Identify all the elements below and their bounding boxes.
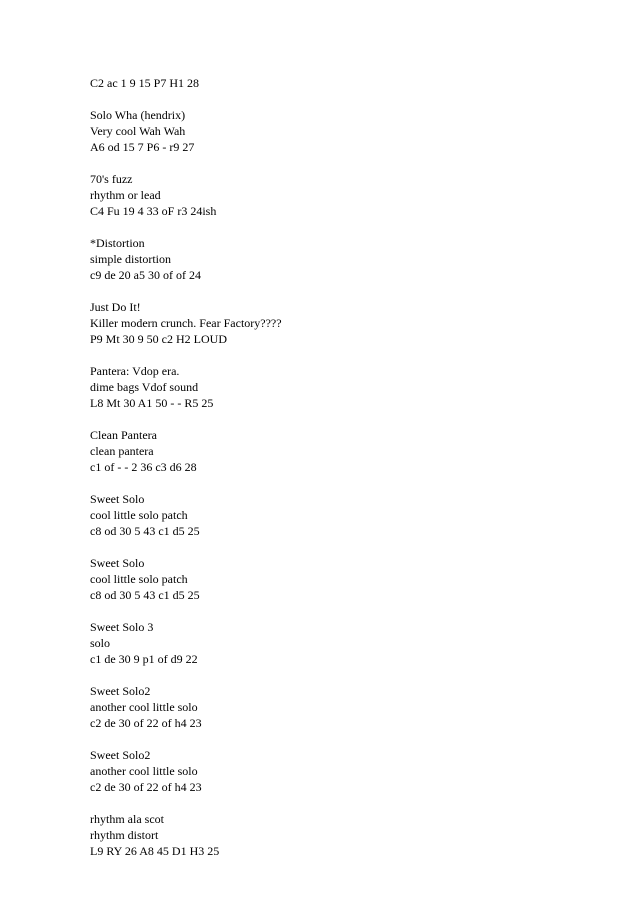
- patch-title: Sweet Solo2: [90, 684, 151, 698]
- patch-description: another cool little solo: [90, 700, 198, 714]
- patch-description: Very cool Wah Wah: [90, 124, 186, 138]
- patch-title: Sweet Solo2: [90, 748, 151, 762]
- patch-entry: [90, 555, 590, 603]
- patch-description: cool little solo patch: [90, 572, 188, 586]
- patch-entry: [90, 299, 590, 347]
- patch-title: Sweet Solo: [90, 492, 145, 506]
- patch-entry: [90, 427, 590, 475]
- patch-description: Killer modern crunch. Fear Factory????: [90, 316, 282, 330]
- patch-entry: [90, 235, 590, 283]
- patch-settings: L9 RY 26 A8 45 D1 H3 25: [90, 844, 220, 858]
- patch-description: simple distortion: [90, 252, 171, 266]
- patch-settings: c1 of - - 2 36 c3 d6 28: [90, 460, 197, 474]
- patch-title: Sweet Solo: [90, 556, 145, 570]
- patch-description: cool little solo patch: [90, 508, 188, 522]
- patch-settings: c2 de 30 of 22 of h4 23: [90, 716, 202, 730]
- patch-description: dime bags Vdof sound: [90, 380, 199, 394]
- patch-settings: c8 od 30 5 43 c1 d5 25: [90, 524, 200, 538]
- patch-description: rhythm distort: [90, 828, 159, 842]
- patch-settings: c1 de 30 9 p1 of d9 22: [90, 652, 198, 666]
- patch-entry: [90, 491, 590, 539]
- patch-description: solo: [90, 636, 111, 650]
- patch-settings: c2 de 30 of 22 of h4 23: [90, 780, 202, 794]
- patch-entry: [90, 811, 590, 859]
- patch-settings: A6 od 15 7 P6 - r9 27: [90, 140, 195, 154]
- patch-title: Solo Wha (hendrix): [90, 108, 186, 122]
- patch-settings: C4 Fu 19 4 33 oF r3 24ish: [90, 204, 217, 218]
- document-page: [90, 75, 590, 875]
- patch-description: another cool little solo: [90, 764, 198, 778]
- patch-title: Sweet Solo 3: [90, 620, 154, 634]
- patch-settings: c9 de 20 a5 30 of of 24: [90, 268, 201, 282]
- patch-description: clean pantera: [90, 444, 154, 458]
- patch-settings: P9 Mt 30 9 50 c2 H2 LOUD: [90, 332, 227, 346]
- patch-title: Just Do It!: [90, 300, 141, 314]
- patch-entry: [90, 171, 590, 219]
- patch-entry: [90, 363, 590, 411]
- patch-entry: [90, 107, 590, 155]
- patch-title: Pantera: Vdop era.: [90, 364, 180, 378]
- patch-title: Clean Pantera: [90, 428, 157, 442]
- patch-settings: c8 od 30 5 43 c1 d5 25: [90, 588, 200, 602]
- patch-description: rhythm or lead: [90, 188, 161, 202]
- patch-entry: [90, 619, 590, 667]
- patch-entry: [90, 747, 590, 795]
- patch-title: 70's fuzz: [90, 172, 133, 186]
- patch-settings: L8 Mt 30 A1 50 - - R5 25: [90, 396, 214, 410]
- patch-settings: C2 ac 1 9 15 P7 H1 28: [90, 76, 199, 90]
- patch-title: rhythm ala scot: [90, 812, 164, 826]
- patch-entry: [90, 75, 590, 91]
- patch-title: *Distortion: [90, 236, 145, 250]
- patch-entry: [90, 683, 590, 731]
